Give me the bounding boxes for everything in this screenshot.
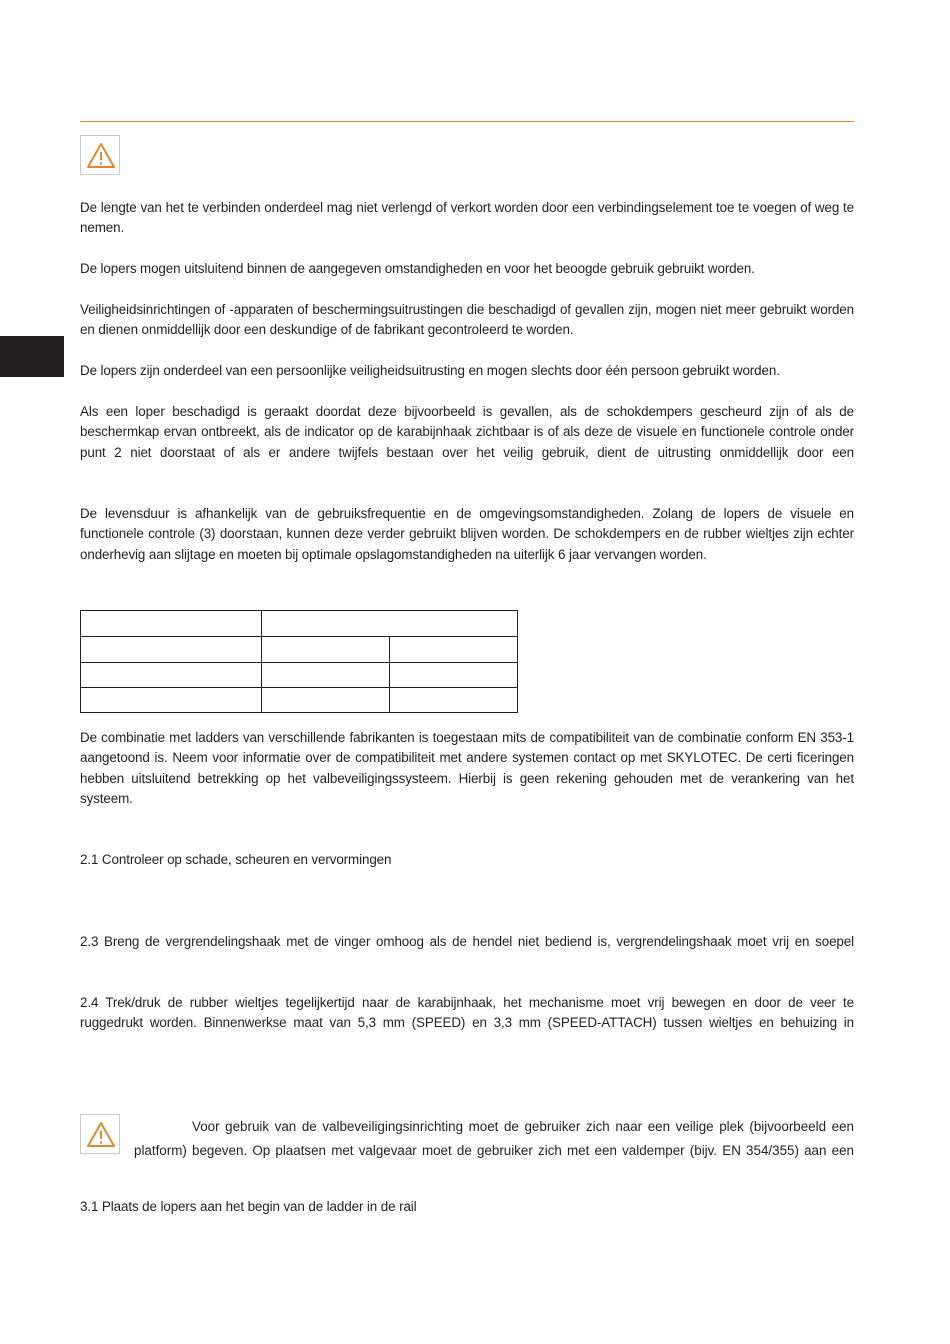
empty-table [80,610,518,713]
paragraph-connector-length: De lengte van het te verbinden onderdeel mag niet verlengd of verkort worden door een verbindingselement toe te voegen of weg te nemen. [80,200,854,236]
check-2-3: 2.3 Breng de vergrendelingshaak met de vinger omhoog als de hendel niet bediend is, vergrendelingshaak moet vrij en soepel [80,934,854,949]
check-2-1: 2.1 Controleer op schade, scheuren en vervormingen [80,852,392,867]
warning-box [80,1114,120,1154]
table-row-divider [81,662,517,663]
paragraph-lifespan: De levensduur is afhankelijk van de gebruiksfrequentie en de omgevingsomstandigheden. Zolang de lopers de visuele en functionele controle (3) doorstaan, kunnen deze verder gebruikt blijven worden. De schokdempers en de rubber wieltjes zijn echter onderhevig aan slijtage en moeten bij optimale opslagomstandigheden na uiterlijk 6 jaar vervangen worden. [80,506,854,562]
header-rule [80,121,854,122]
paragraph-intended-use: De lopers mogen uitsluitend binnen de aangegeven omstandigheden en voor het beoogde gebruik gebruikt worden. [80,261,755,276]
warning-box [80,135,120,175]
usage-warning-text: Voor gebruik van de valbeveiligingsinrichting moet de gebruiker zich naar een veilige plek (bijvoorbeeld een platform) begeven. Op plaatsen met valgevaar moet de gebruiker zich met een valdemper (bijv. EN 354/355) aan een [134,1119,854,1158]
table-column-divider [389,636,390,712]
step-3-1: 3.1 Plaats de lopers aan het begin van de ladder in de rail [80,1199,417,1214]
paragraph-single-person: De lopers zijn onderdeel van een persoonlijke veiligheidsuitrusting en mogen slechts door één persoon gebruikt worden. [80,363,780,378]
usage-warning-block [80,1112,854,1156]
table-row-divider [81,636,517,637]
table-column-divider [261,611,262,712]
paragraph-damaged-runner: Als een loper beschadigd is geraakt doordat deze bijvoorbeeld is gevallen, als de schokdempers gescheurd zijn of als de beschermkap ervan ontbreekt, als de indicator op de karabijnhaak zichtbaar is of als deze de visuele en functionele controle onder punt 2 niet doorstaat of als er andere twijfels bestaan over het veilig gebruik, dient de uitrusting onmiddellijk door een [80,404,854,460]
check-2-4: 2.4 Trek/druk de rubber wieltjes tegelijkertijd naar de karabijnhaak, het mechanisme moet vrij bewegen en door de veer te ruggedrukt worden. Binnenwerkse maat van 5,3 mm (SPEED) en 3,3 mm (SPEED-ATTACH) tussen wieltjes en behuizing in [80,995,854,1031]
table-row-divider [81,687,517,688]
chapter-tab-marker [0,336,64,377]
paragraph-damaged-equipment: Veiligheidsinrichtingen of -apparaten of beschermingsuitrustingen die beschadigd of gevallen zijn, mogen niet meer gebruikt worden en dienen onmiddellijk door een deskundige of de fabrikant gecontroleerd te worden. [80,302,854,338]
warning-triangle-icon [85,1119,117,1151]
paragraph-compatibility: De combinatie met ladders van verschillende fabrikanten is toegestaan mits de compatibiliteit van de combinatie conform EN 353-1 aangetoond is. Neem voor informatie over de compatibiliteit met andere systemen contact op met SKYLOTEC. De certi ficeringen hebben uitsluitend betrekking op het valbeveiligingssysteem. Hierbij is geen rekening gehouden met de verankering van het systeem. [80,730,854,807]
warning-triangle-icon [85,140,117,172]
